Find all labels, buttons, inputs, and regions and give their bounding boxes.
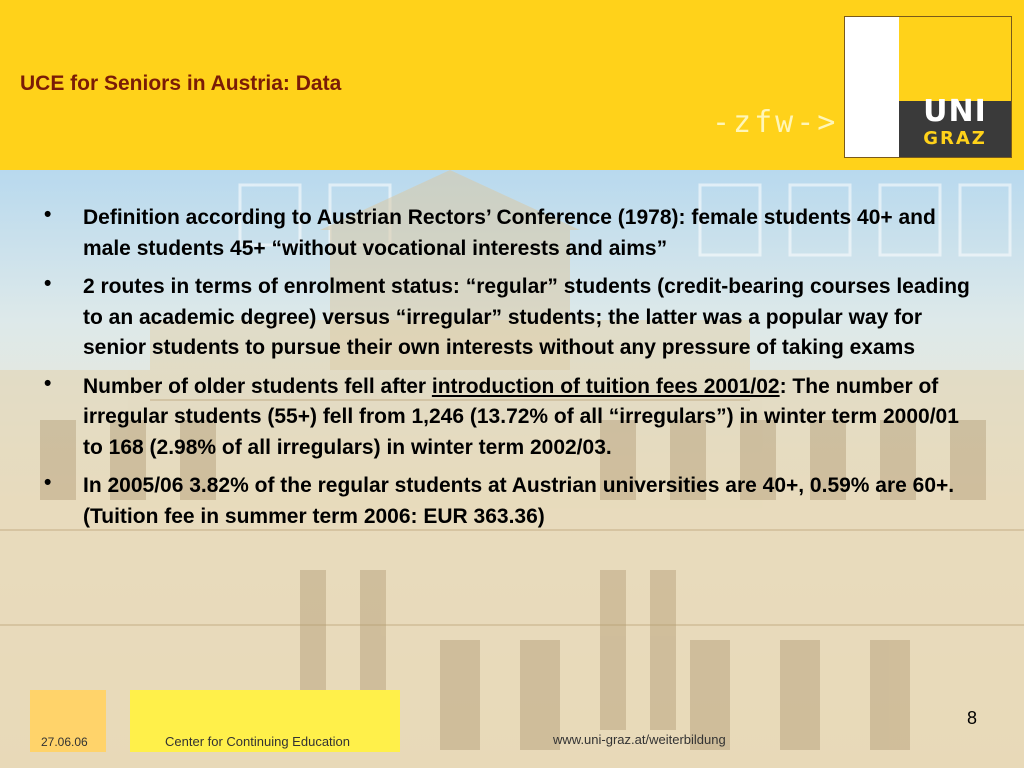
bullet-item-enrolment-routes <box>44 272 974 364</box>
bullet-text: Definition according to Austrian Rectors’ Conference (1978): female students 40+ and male students 45+ “without vocational interests and aims” <box>83 206 936 260</box>
slide-title: UCE for Seniors in Austria: Data <box>20 72 342 95</box>
bullet-dot: • <box>44 272 52 295</box>
bullet-text: In 2005/06 3.82% of the regular students at Austrian universities are 40+, 0.59% are 60+. (Tuition fee in summer term 2006: EUR 363.36) <box>83 474 955 528</box>
logo-text-graz: GRAZ <box>923 128 987 149</box>
footer-date: 27.06.06 <box>41 735 88 749</box>
bullet-text <box>83 372 974 464</box>
tuition-fees-underlined-text: introduction of tuition fees 2001/02 <box>431 374 780 398</box>
bullet-text-rest: : The number of irregular students (55+) fell from 1,246 (13.72% of all “irregulars”) in winter term 2000/01 to 168 (2.98% of all irregulars) in winter term 2002/03. <box>83 374 959 459</box>
footer-organization: Center for Continuing Education <box>165 734 351 749</box>
bullet-item-2005-statistics <box>44 471 974 532</box>
bullet-dot: • <box>44 471 52 494</box>
page-number: 8 <box>967 708 978 728</box>
bullet-text: 2 routes in terms of enrolment status: “regular” students (credit-bearing courses leading to an academic degree) versus “irregular” students; the latter was a popular way for senior students to pursue their own interests without any pressure of taking exams <box>83 275 970 359</box>
uni-graz-logo <box>844 16 1012 158</box>
logo-white-panel <box>845 17 899 157</box>
bullet-dot: • <box>44 371 52 395</box>
bullet-item-definition <box>44 203 974 264</box>
bullet-item-tuition-fees <box>44 372 974 464</box>
slide-header <box>0 0 1024 170</box>
bullet-dot: • <box>44 203 52 226</box>
logo-text-uni: UNI <box>923 94 987 129</box>
footer-url: www.uni-graz.at/weiterbildung <box>553 732 726 747</box>
zfw-logo: -zfw-> <box>712 105 839 140</box>
bullet-text-intro: Number of older students fell after <box>83 374 432 398</box>
bullet-list <box>44 203 974 540</box>
